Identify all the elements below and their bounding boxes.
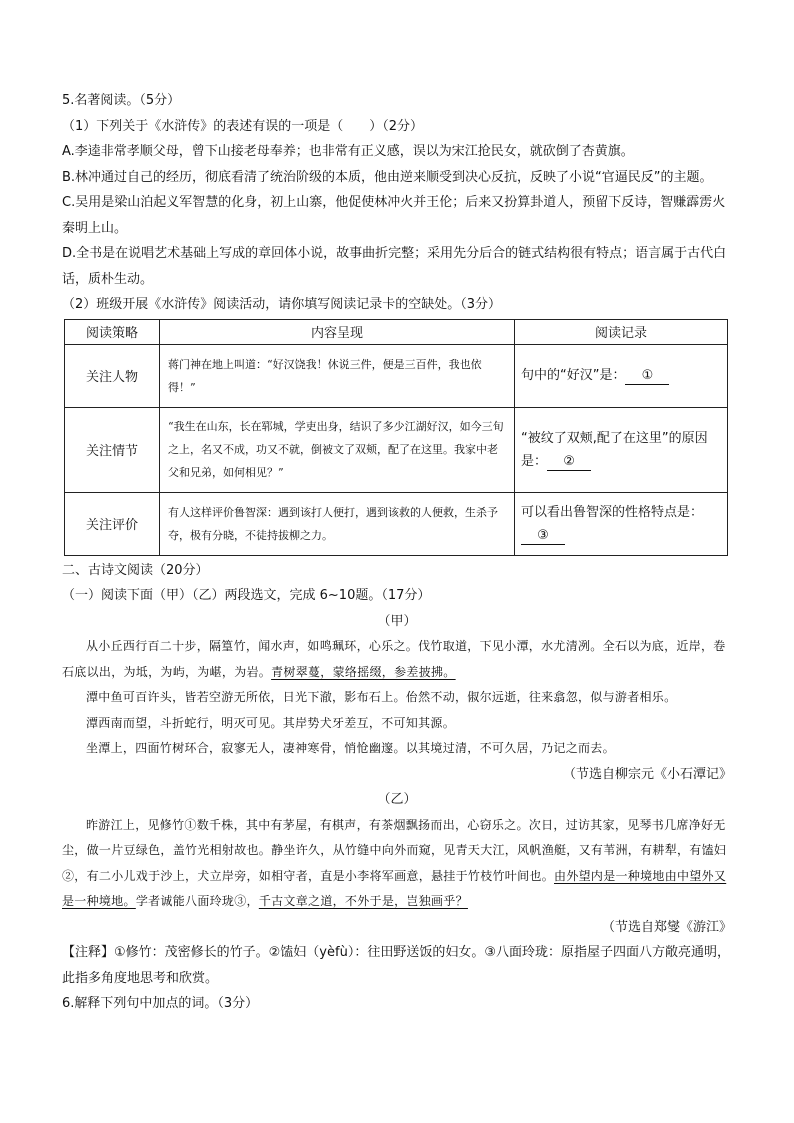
record-cell [515,407,728,492]
table-row [65,344,728,407]
reading-record-table [64,319,728,556]
yi-p1-middle: 学者诚能八面玲珑③， [135,894,259,908]
passage-jia-paragraph-1 [62,634,732,685]
section2-title: 二、古诗文阅读（20分） [62,562,209,578]
q5-part2-stem: （2）班级开展《水浒传》阅读活动，请你填写阅读记录卡的空缺处。（3分） [62,297,502,312]
q5-option-d: D.全书是在说唱艺术基础上写成的章回体小说，故事曲折完整；采用先分后合的链式结构很有特点；语言属于古代白话，质朴生动。 [62,246,727,287]
table-row [65,492,728,555]
jia-p1-underlined: 青树翠蔓，蒙络摇缀，参差披拂。 [271,664,456,679]
yi-p1-underlined-a: 由外望内是一种境地由中望外又是一种境地。 [62,868,727,908]
passage-jia-paragraph-4: 坐潭上，四面竹树环合，寂寥无人，凄神寒骨，悄怆幽邃。以其境过清，不可久居，乃记之而去。 [86,741,615,755]
strategy-cell: 关注人物 [65,344,160,407]
table-header-row [65,319,728,344]
record-cell [515,492,728,555]
passage-jia-paragraph-2: 潭中鱼可百许头，皆若空游无所依，日光下澈，影布石上。佁然不动，俶尔远逝，往来翕忽，似与游者相乐。 [86,690,677,704]
table-row [65,407,728,492]
record-prefix: 句中的“好汉”是： [521,368,626,383]
answer-blank-3[interactable]: ③ [521,528,565,545]
yi-p1-text: 昨游江上，见修竹①数千株，其中有茅屋，有棋声，有茶烟飘扬而出，心窃乐之。次日，过访其家，见琴书几席净好无尘，做一片豆绿色，盖竹光相射故也。静坐许久，从竹缝中向外而窥，见青天大江，风帆渔艇，又有苇洲，有耕犁，有馌妇②，有二小儿戏于沙上，犬立岸旁，如相守者，直是小李将军画意，悬挂于竹枝竹叶间也。 [62,817,727,883]
q5-part1-stem: （1）下列关于《水浒传》的表述有误的一项是（ ）（2分） [62,118,424,134]
table-header-record: 阅读记录 [515,319,728,344]
q5-option-c: C.吴用是梁山泊起义军智慧的化身，初上山寨，他促使林冲火并王伦；后来又扮算卦道人，预留下反诗，智赚霹雳火秦明上山。 [62,195,726,236]
table-header-strategy: 阅读策略 [65,319,160,344]
yi-p1-underlined-b: 千古文章之道，不外于是，岂独画乎？ [258,894,468,908]
passage-jia-source: （节选自柳宗元《小石潭记》 [562,766,732,782]
q5-option-a: A.李逵非常孝顺父母，曾下山接老母奉养；也非常有正义感，误以为宋江抢民女，就砍倒了杏黄旗。 [62,144,634,159]
exam-page [62,88,732,1017]
content-cell: 有人这样评价鲁智深：遇到该打人便打，遇到该救的人便救，生杀予夺，极有分晓，不徒持拔柳之力。 [160,492,515,555]
record-prefix: 可以看出鲁智深的性格特点是： [521,504,704,520]
passage-yi-paragraph-1 [62,813,732,915]
record-prefix: “被纹了双颊,配了在这里”的原因是： [521,430,708,469]
table-header-content: 内容呈现 [160,319,515,344]
content-cell: “我生在山东，长在郓城，学吏出身，结识了多少江湖好汉，如今三旬之上，名又不成，功又不就，倒被文了双颊，配了在这里。我家中老父和兄弟，如何相见？” [160,407,515,492]
strategy-cell: 关注评价 [65,492,160,555]
section2-sub1: （一）阅读下面（甲）（乙）两段选文，完成 6~10题。（17分） [62,588,431,603]
q5-option-b: B.林冲通过自己的经历，彻底看清了统治阶级的本质，他由逆来顺受到决心反抗，反映了小说“官逼民反”的主题。 [62,169,713,185]
passage-jia-label: （甲） [377,613,417,629]
passage-yi-source: （节选自郑燮《游江》 [601,919,732,935]
answer-blank-1[interactable]: ① [625,368,669,385]
q5-title: 5.名著阅读。（5分） [62,93,181,108]
strategy-cell: 关注情节 [65,407,160,492]
q6-stem: 6.解释下列句中加点的词。（3分） [62,996,259,1011]
passage-yi-label: （乙） [377,792,417,807]
content-cell: 蒋门神在地上叫道：“好汉饶我！休说三件，便是三百件，我也依得！” [160,344,515,407]
jia-p1-text: 从小丘西行百二十步，隔篁竹，闻水声，如鸣珮环，心乐之。伐竹取道，下见小潭，水尤清冽。全石以为底，近岸，卷石底以出，为坻，为屿，为嵁，为岩。 [62,639,726,679]
answer-blank-2[interactable]: ② [547,454,591,471]
passage-jia-paragraph-3: 潭西南而望，斗折蛇行，明灭可见。其岸势犬牙差互，不可知其源。 [86,715,456,730]
annotations: 【注释】①修竹：茂密修长的竹子。②馌妇（yèfù）：往田野送饭的妇女。③八面玲珑：原指屋子四面八方敞亮通明，此指多角度地思考和欣赏。 [62,945,730,986]
record-cell [515,344,728,407]
